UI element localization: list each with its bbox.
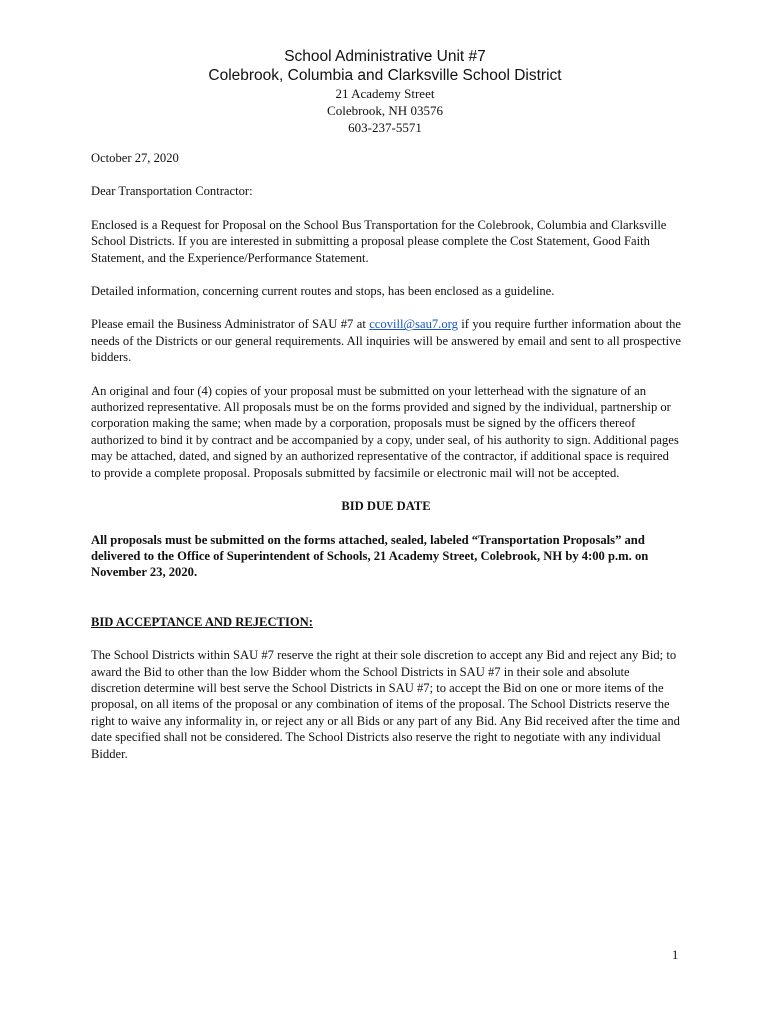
acceptance-heading: BID ACCEPTANCE AND REJECTION: [91,614,313,629]
letterhead [0,47,770,136]
street-address: 21 Academy Street [335,86,435,101]
phone-number: 603-237-5571 [348,120,422,135]
district-name: Colebrook, Columbia and Clarksville School District [208,67,562,84]
paragraph-contact [91,316,681,365]
letter-body [91,150,681,779]
contact-text-before: Please email the Business Administrator of SAU #7 at [91,317,370,332]
paragraph-enclosed: Enclosed is a Request for Proposal on the School Bus Transportation for the Colebrook, Columbia and Clarksville School Districts. If you are interested in submitting a proposal please complete the Cost Statement, Good Faith Statement, and the Experience/Performance Statement. [91,217,667,265]
city-address: Colebrook, NH 03576 [327,103,443,118]
salutation: Dear Transportation Contractor: [91,184,253,199]
org-name: School Administrative Unit #7 [284,48,486,65]
acceptance-text: The School Districts within SAU #7 reserve the right at their sole discretion to accept any Bid and reject any Bid; to award the Bid to other than the low Bidder whom the School Districts in SAU #7 in their sole and absolute discretion determine will best serve the School Districts in SAU #7; to accept the Bid on one or more items of the proposal, on all items of the proposal or any combination of items of the proposal. The School Districts reserve the right to waive any informality in, or reject any or all Bids or any part of any Bid. Any Bid received after the time and date specified shall not be considered. The School Districts also reserve the right to negotiate with any individual Bidder. [91,648,680,761]
email-link[interactable]: ccovill@sau7.org [369,317,458,332]
contact-text-after: if you require further information about the needs of the Districts or our general requirements. All inquiries will be answered by email and sent to all prospective bidders. [91,317,681,365]
bid-due-heading: BID DUE DATE [341,499,431,514]
paragraph-copies: An original and four (4) copies of your proposal must be submitted on your letterhead with the signature of an authorized representative. All proposals must be on the forms provided and signed by the individual, partnership or corporation making the same; when made by a corporation, proposals must be signed by the officers thereof authorized to bind it by contract and be accompanied by a copy, under seal, of his authority to sign. Additional pages may be attached, dated, and signed by an authorized representative of the contractor, if additional space is required to provide a complete proposal. Proposals submitted by facsimile or electronic mail will not be accepted. [91,383,679,480]
letter-date: October 27, 2020 [91,151,179,165]
page-number: 1 [672,948,679,962]
bid-due-text: All proposals must be submitted on the forms attached, sealed, labeled “Transportation Proposals” and delivered to the Office of Superintendent of Schools, 21 Academy Street, Colebrook, NH by 4:00 p.m. on November 23, 2020. [91,532,649,580]
paragraph-routes: Detailed information, concerning current routes and stops, has been enclosed as a guideline. [91,284,555,299]
